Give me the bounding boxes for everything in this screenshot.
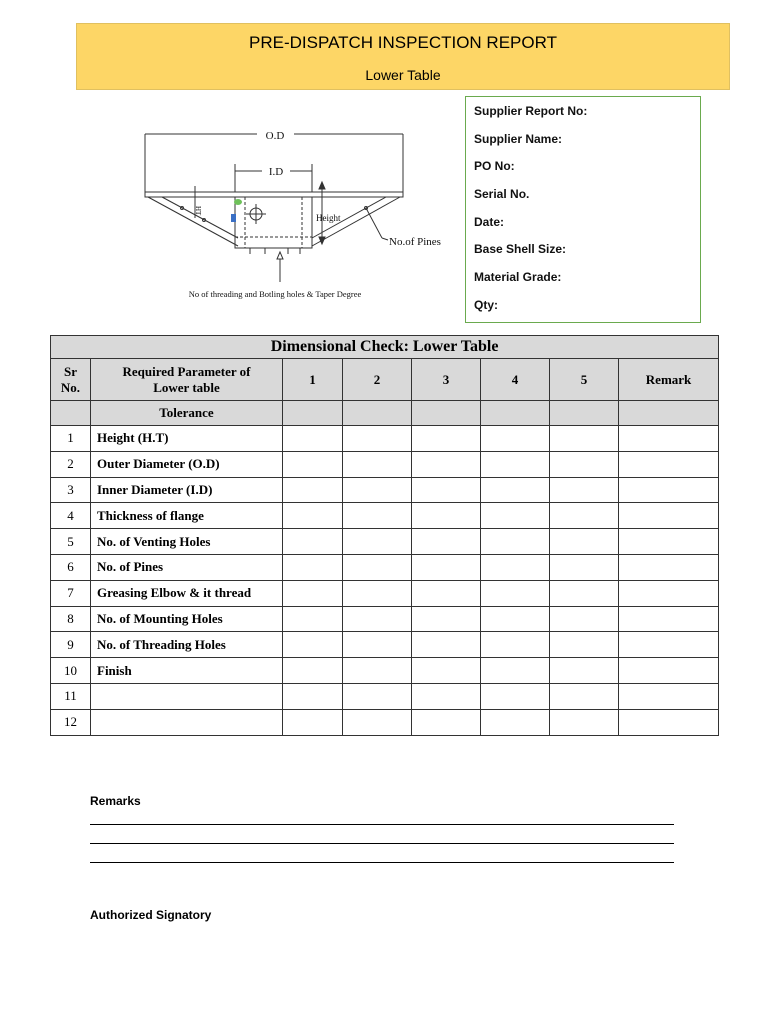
remark-cell[interactable]: [619, 632, 719, 658]
tolerance-cell[interactable]: [283, 401, 343, 426]
row-sr-no: 10: [51, 658, 91, 684]
row-sr-no: 4: [51, 503, 91, 529]
measurement-cell[interactable]: [550, 426, 619, 452]
elbow-marker-icon: [234, 199, 242, 205]
lower-table-drawing: [140, 122, 460, 307]
tolerance-cell[interactable]: [343, 401, 412, 426]
measurement-cell[interactable]: [283, 426, 343, 452]
row-parameter: [91, 709, 283, 735]
row-sr-no: 3: [51, 477, 91, 503]
measurement-cell[interactable]: [550, 709, 619, 735]
remark-cell[interactable]: [619, 426, 719, 452]
table-row: [51, 658, 719, 684]
row-sr-no: 9: [51, 632, 91, 658]
header-sr-no: Sr No.: [51, 359, 91, 401]
measurement-cell[interactable]: [550, 580, 619, 606]
row-parameter: Greasing Elbow & it thread: [91, 580, 283, 606]
remark-cell[interactable]: [619, 683, 719, 709]
measurement-cell[interactable]: [343, 529, 412, 555]
table-header-row: [51, 359, 719, 401]
supplier-info-box: [465, 96, 701, 323]
tolerance-cell[interactable]: [412, 401, 481, 426]
row-sr-no: 12: [51, 709, 91, 735]
measurement-cell[interactable]: [283, 606, 343, 632]
tolerance-row: [51, 401, 719, 426]
remarks-line[interactable]: [90, 862, 674, 863]
measurement-cell[interactable]: [481, 554, 550, 580]
measurement-cell[interactable]: [283, 503, 343, 529]
measurement-cell[interactable]: [283, 451, 343, 477]
measurement-cell[interactable]: [412, 426, 481, 452]
measurement-cell[interactable]: [412, 683, 481, 709]
row-parameter: Finish: [91, 658, 283, 684]
measurement-cell[interactable]: [481, 709, 550, 735]
table-row: [51, 529, 719, 555]
dimensional-check-table: [50, 335, 719, 736]
remark-cell[interactable]: [619, 658, 719, 684]
header-col-1: 1: [283, 359, 343, 401]
info-field-supplier-name: Supplier Name:: [474, 131, 563, 146]
table-title: Dimensional Check: Lower Table: [51, 336, 719, 359]
measurement-cell[interactable]: [481, 426, 550, 452]
measurement-cell[interactable]: [283, 683, 343, 709]
remarks-line[interactable]: [90, 824, 674, 825]
measurement-cell[interactable]: [550, 658, 619, 684]
authorized-signatory-label: Authorized Signatory: [90, 908, 212, 922]
table-body: [51, 426, 719, 736]
row-parameter: No. of Mounting Holes: [91, 606, 283, 632]
table-row: [51, 503, 719, 529]
info-field-serial-no: Serial No.: [474, 187, 530, 202]
ht-label: HT: [194, 206, 202, 216]
table-row: [51, 709, 719, 735]
header-col-5: 5: [550, 359, 619, 401]
measurement-cell[interactable]: [481, 529, 550, 555]
row-sr-no: 8: [51, 606, 91, 632]
od-label: O.D: [265, 130, 285, 142]
vent-marker-icon: [231, 214, 236, 222]
table-row: [51, 426, 719, 452]
row-parameter: Height (H.T): [91, 426, 283, 452]
tolerance-label: Tolerance: [91, 401, 283, 426]
table-row: [51, 554, 719, 580]
remark-cell[interactable]: [619, 451, 719, 477]
measurement-cell[interactable]: [343, 606, 412, 632]
info-field-base-shell-size: Base Shell Size:: [474, 242, 567, 257]
measurement-cell[interactable]: [343, 580, 412, 606]
remark-cell[interactable]: [619, 477, 719, 503]
measurement-cell[interactable]: [550, 503, 619, 529]
measurement-cell[interactable]: [412, 632, 481, 658]
measurement-cell[interactable]: [343, 477, 412, 503]
table-row: [51, 683, 719, 709]
info-field-material-grade: Material Grade:: [474, 270, 562, 285]
table-row: [51, 606, 719, 632]
measurement-cell[interactable]: [283, 709, 343, 735]
table-row: [51, 451, 719, 477]
info-field-qty: Qty:: [474, 297, 498, 312]
measurement-cell[interactable]: [481, 632, 550, 658]
row-parameter: No. of Pines: [91, 554, 283, 580]
measurement-cell[interactable]: [343, 658, 412, 684]
row-parameter: Thickness of flange: [91, 503, 283, 529]
measurement-cell[interactable]: [412, 554, 481, 580]
remark-cell[interactable]: [619, 709, 719, 735]
measurement-cell[interactable]: [412, 529, 481, 555]
measurement-cell[interactable]: [550, 606, 619, 632]
row-sr-no: 7: [51, 580, 91, 606]
measurement-cell[interactable]: [550, 451, 619, 477]
measurement-cell[interactable]: [481, 477, 550, 503]
tolerance-cell[interactable]: [481, 401, 550, 426]
row-sr-no: 5: [51, 529, 91, 555]
report-subtitle: Lower Table: [365, 67, 441, 83]
measurement-cell[interactable]: [550, 529, 619, 555]
drawing-caption: No of threading and Botling holes & Taper Degree: [188, 289, 362, 299]
measurement-cell[interactable]: [283, 477, 343, 503]
row-sr-no: 6: [51, 554, 91, 580]
header-col-2: 2: [343, 359, 412, 401]
row-sr-no: 11: [51, 683, 91, 709]
measurement-cell[interactable]: [343, 683, 412, 709]
header-parameter: Required Parameter of Lower table: [91, 359, 283, 401]
row-sr-no: 2: [51, 451, 91, 477]
measurement-cell[interactable]: [412, 503, 481, 529]
remark-cell[interactable]: [619, 554, 719, 580]
measurement-cell[interactable]: [283, 658, 343, 684]
report-title: PRE-DISPATCH INSPECTION REPORT: [249, 33, 557, 52]
measurement-cell[interactable]: [343, 426, 412, 452]
measurement-cell[interactable]: [481, 658, 550, 684]
measurement-cell[interactable]: [412, 477, 481, 503]
measurement-cell[interactable]: [412, 606, 481, 632]
info-field-date: Date:: [474, 214, 505, 229]
row-sr-no: 1: [51, 426, 91, 452]
measurement-cell[interactable]: [481, 503, 550, 529]
table-row: [51, 580, 719, 606]
measurement-cell[interactable]: [550, 632, 619, 658]
row-parameter: No. of Venting Holes: [91, 529, 283, 555]
pines-label: No.of Pines: [389, 236, 441, 248]
header-col-4: 4: [481, 359, 550, 401]
measurement-cell[interactable]: [550, 683, 619, 709]
measurement-cell[interactable]: [481, 451, 550, 477]
remark-cell[interactable]: [619, 580, 719, 606]
info-field-po-no: PO No:: [474, 159, 515, 174]
remarks-label: Remarks: [90, 794, 141, 808]
measurement-cell[interactable]: [283, 554, 343, 580]
measurement-cell[interactable]: [343, 451, 412, 477]
height-label: Height: [316, 213, 341, 223]
measurement-cell[interactable]: [283, 529, 343, 555]
tolerance-cell[interactable]: [619, 401, 719, 426]
measurement-cell[interactable]: [412, 580, 481, 606]
measurement-cell[interactable]: [412, 709, 481, 735]
measurement-cell[interactable]: [550, 477, 619, 503]
info-field-supplier-report-no: Supplier Report No:: [474, 104, 588, 118]
measurement-cell[interactable]: [343, 632, 412, 658]
measurement-cell[interactable]: [412, 451, 481, 477]
measurement-cell[interactable]: [283, 580, 343, 606]
row-parameter: Outer Diameter (O.D): [91, 451, 283, 477]
row-parameter: Inner Diameter (I.D): [91, 477, 283, 503]
table-row: [51, 477, 719, 503]
remark-cell[interactable]: [619, 503, 719, 529]
measurement-cell[interactable]: [550, 554, 619, 580]
report-header-banner: [76, 23, 730, 90]
measurement-cell[interactable]: [283, 632, 343, 658]
measurement-cell[interactable]: [343, 709, 412, 735]
header-col-3: 3: [412, 359, 481, 401]
table-row: [51, 632, 719, 658]
remark-cell[interactable]: [619, 606, 719, 632]
tolerance-cell[interactable]: [550, 401, 619, 426]
measurement-cell[interactable]: [343, 503, 412, 529]
measurement-cell[interactable]: [481, 580, 550, 606]
header-remark: Remark: [619, 359, 719, 401]
tolerance-sr-cell: [51, 401, 91, 426]
row-parameter: No. of Threading Holes: [91, 632, 283, 658]
measurement-cell[interactable]: [412, 658, 481, 684]
measurement-cell[interactable]: [481, 683, 550, 709]
remarks-line[interactable]: [90, 843, 674, 844]
measurement-cell[interactable]: [481, 606, 550, 632]
id-label: I.D: [268, 166, 284, 178]
measurement-cell[interactable]: [343, 554, 412, 580]
remark-cell[interactable]: [619, 529, 719, 555]
row-parameter: [91, 683, 283, 709]
